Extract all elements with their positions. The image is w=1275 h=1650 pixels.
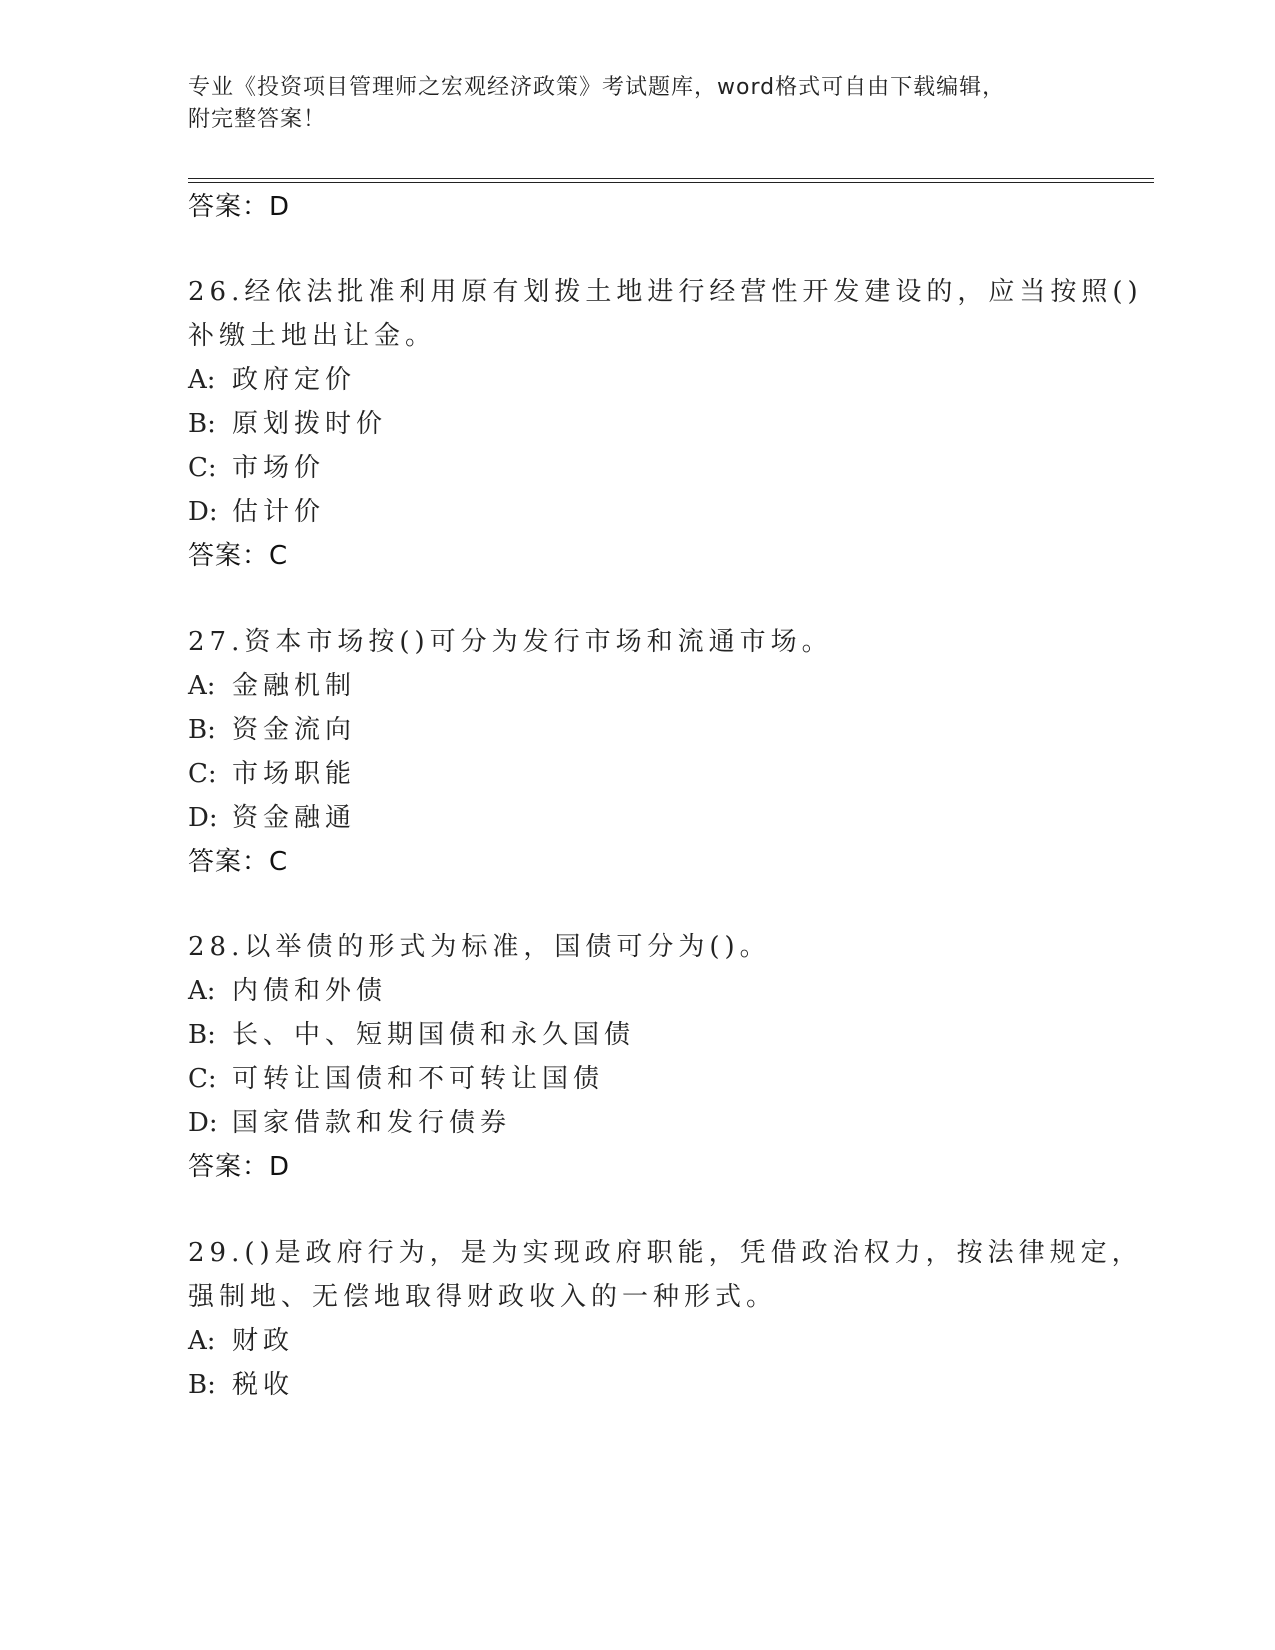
option-text: 内债和外债 <box>232 976 388 1006</box>
option-key: C: <box>188 759 217 789</box>
question-26-option-d <box>188 491 325 528</box>
option-key: A: <box>188 671 216 701</box>
question-27-option-b <box>188 709 356 746</box>
option-key: D: <box>188 497 218 527</box>
question-26-option-b <box>188 403 387 440</box>
question-28-option-b <box>188 1014 635 1051</box>
header-divider-top <box>188 178 1154 179</box>
option-text: 长、中、短期国债和永久国债 <box>232 1020 636 1050</box>
question-28-option-c <box>188 1058 604 1095</box>
question-29-option-b <box>188 1364 294 1401</box>
question-26-stem-line-1: 26.经依法批准利用原有划拨土地进行经营性开发建设的，应当按照() <box>188 277 1143 307</box>
question-26-option-a <box>188 359 356 396</box>
option-key: B: <box>188 1370 216 1400</box>
option-text: 市场价 <box>232 453 326 483</box>
question-29-stem-line-1: 29.()是政府行为，是为实现政府职能，凭借政治权力，按法律规定， <box>188 1238 1143 1268</box>
option-text: 政府定价 <box>232 365 357 395</box>
option-key: C: <box>188 1064 217 1094</box>
previous-answer: 答案：D <box>188 192 291 222</box>
question-28-option-d <box>188 1102 511 1139</box>
option-key: A: <box>188 365 216 395</box>
question-29-option-a <box>188 1320 294 1357</box>
question-27-stem-line-1: 27.资本市场按()可分为发行市场和流通市场。 <box>188 627 833 657</box>
option-text: 市场职能 <box>232 759 357 789</box>
question-28-answer: 答案：D <box>188 1152 291 1182</box>
option-key: A: <box>188 976 216 1006</box>
option-key: B: <box>188 1020 216 1050</box>
option-key: B: <box>188 409 216 439</box>
question-27-answer: 答案：C <box>188 847 289 877</box>
option-text: 金融机制 <box>232 671 357 701</box>
question-26-option-c <box>188 447 325 484</box>
header-divider-bottom <box>188 182 1154 183</box>
option-text: 税收 <box>232 1370 295 1400</box>
option-key: D: <box>188 1108 218 1138</box>
option-text: 资金融通 <box>232 803 357 833</box>
question-27-option-d <box>188 797 356 834</box>
option-text: 资金流向 <box>232 715 357 745</box>
option-key: A: <box>188 1326 216 1356</box>
header-line-2: 附完整答案！ <box>188 107 327 132</box>
question-26-stem-line-2: 补缴土地出让金。 <box>188 321 437 351</box>
option-key: B: <box>188 715 216 745</box>
option-key: C: <box>188 453 217 483</box>
document-header <box>188 72 1088 136</box>
option-text: 估计价 <box>232 497 326 527</box>
option-key: D: <box>188 803 218 833</box>
question-26-answer: 答案：C <box>188 541 289 571</box>
option-text: 可转让国债和不可转让国债 <box>232 1064 605 1094</box>
question-27-option-c <box>188 753 356 790</box>
option-text: 财政 <box>232 1326 295 1356</box>
question-29-stem-line-2: 强制地、无偿地取得财政收入的一种形式。 <box>188 1282 778 1312</box>
question-27-option-a <box>188 665 356 702</box>
option-text: 国家借款和发行债券 <box>232 1108 512 1138</box>
question-28-stem-line-1: 28.以举债的形式为标准，国债可分为()。 <box>188 932 771 962</box>
question-28-option-a <box>188 970 387 1007</box>
header-line-1: 专业《投资项目管理师之宏观经济政策》考试题库，word格式可自由下载编辑， <box>188 75 1006 100</box>
option-text: 原划拨时价 <box>232 409 388 439</box>
